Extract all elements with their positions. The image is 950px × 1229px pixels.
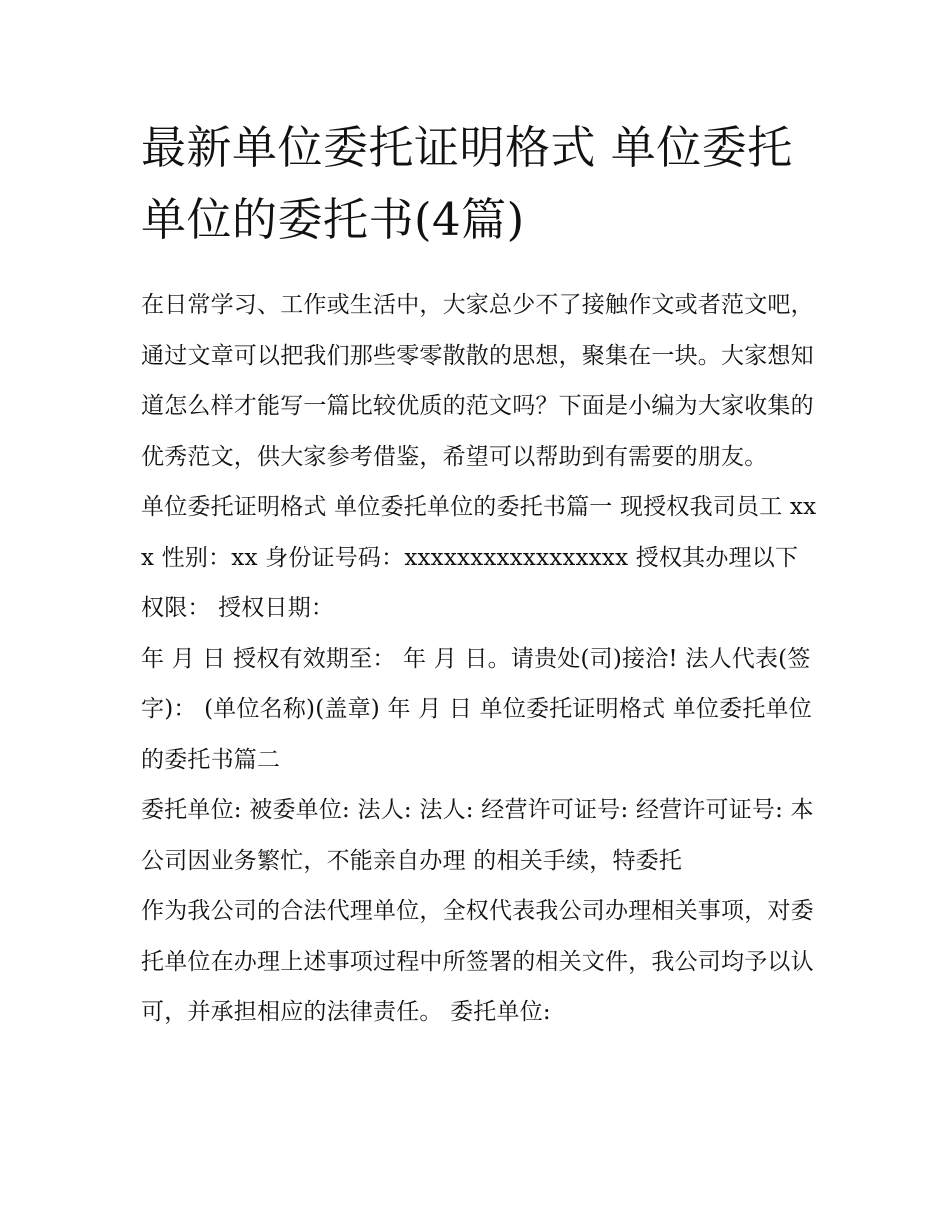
section-two-paragraph: 委托单位: 被委单位: 法人: 法人: 经营许可证号: 经营许可证号: 本公司因业务繁忙，不能亲自办理 的相关手续，特委托 (141, 797, 814, 874)
section-one-paragraph: 单位委托证明格式 单位委托单位的委托书篇一 现授权我司员工 xxx 性别：xx 身份证号码：xxxxxxxxxxxxxxxxx 授权其办理以下权限： 授权日期： (141, 494, 817, 621)
agency-statement-paragraph: 作为我公司的合法代理单位，全权代表我公司办理相关事项，对委托单位在办理上述事项过程中所签署的相关文件，我公司均予以认可，并承担相应的法律责任。 委托单位: (141, 898, 814, 1025)
document-title: 最新单位委托证明格式 单位委托单位的委托书(4篇) (141, 121, 793, 246)
document-content (141, 112, 821, 1038)
authorization-date-paragraph: 年 月 日 授权有效期至： 年 月 日。请贵处(司)接洽! 法人代表(签字)： (单位名称)(盖章) 年 月 日 单位委托证明格式 单位委托单位的委托书篇二 (141, 645, 812, 773)
intro-paragraph: 在日常学习、工作或生活中，大家总少不了接触作文或者范文吧，通过文章可以把我们那些零零散散的思想，聚集在一块。大家想知道怎么样才能写一篇比较优质的范文吗？下面是小编为大家收集的优秀范文，供大家参考借鉴，希望可以帮助到有需要的朋友。 (141, 292, 814, 470)
document-body (141, 280, 821, 1038)
